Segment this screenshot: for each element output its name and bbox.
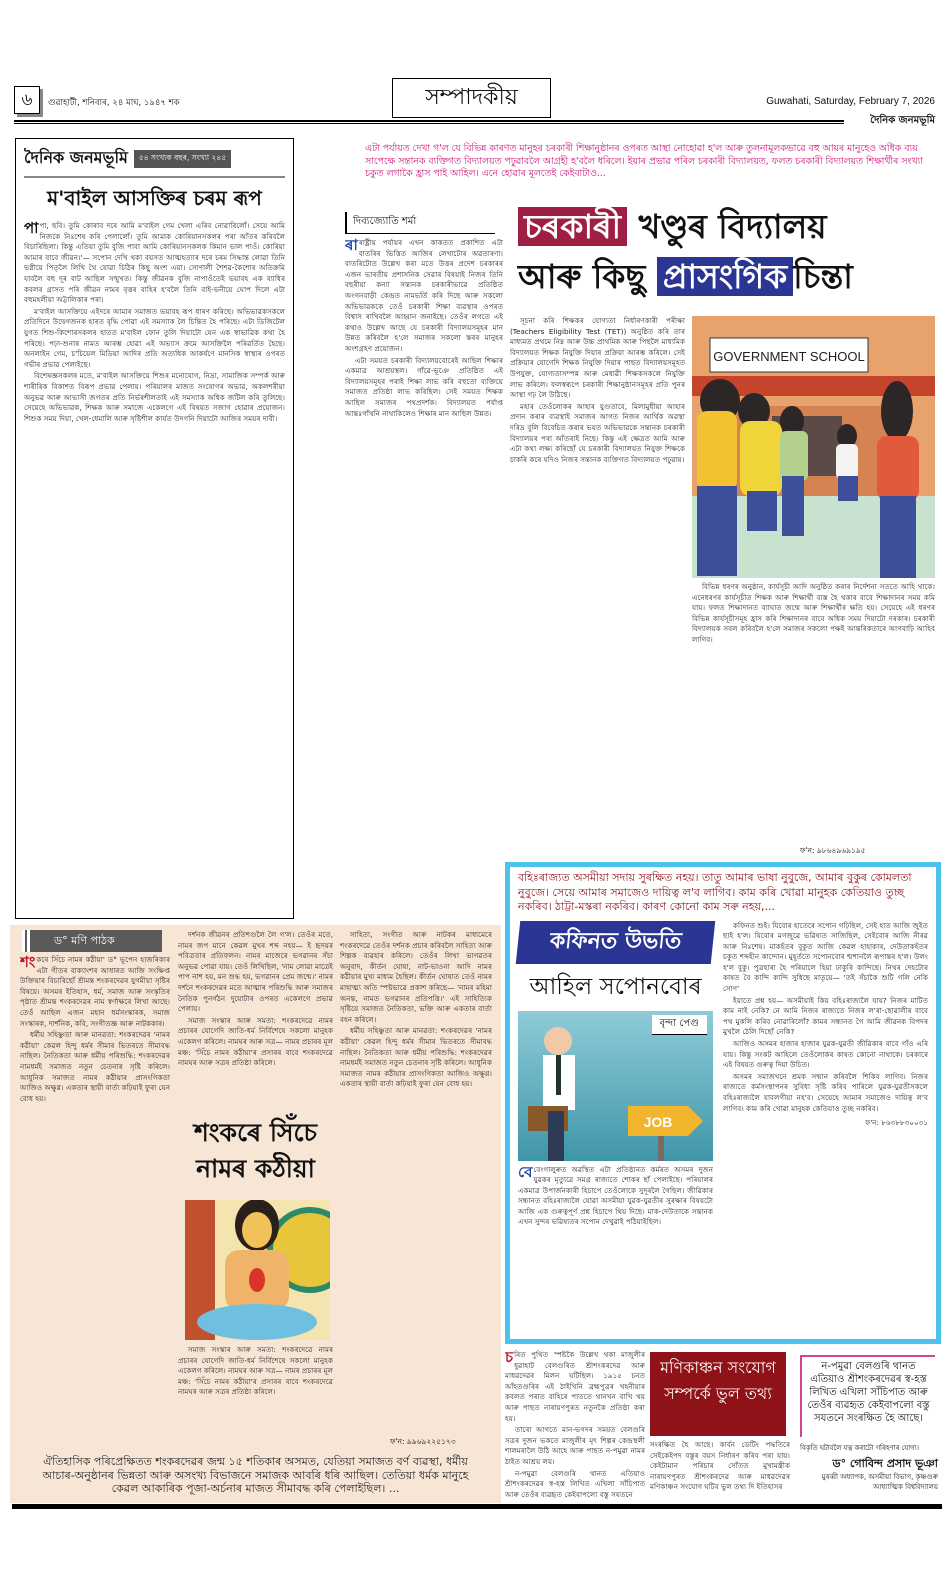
footer-rule <box>12 1504 942 1509</box>
migrant-headline-2: আহিল সপোনবোৰ <box>529 973 702 1000</box>
sankar-body-col2-top: দৰ্শনক জীৱনৰ প্ৰতিশগুলৈ লৈ গ'ল। তেওঁৰ মতে, নামৰ জপ মানে কেৱল মুখৰ শব্দ নহয়— ই হৃদয়ৰ পবিত্ৰতাৰ প্ৰতিফলন। নামৰ মাজেৰে ভগৱানৰ সঁচা অনুভৱ পোৱা যায়। তেওঁ লিখিছিল, 'নাম লোৱা মাত্ৰেই পাপ নাশ হয়, মন শুদ্ধ হয়, ভগৱানৰ প্ৰেম জন্মে।' নামৰ দৰ্শনে শংকৰদেৱৰ মতে আত্মাৰ পৰিশুদ্ধি আৰু সমাজৰ নৈতিক পুনৰ্গঠন দুয়োটাৰ ওপৰত একেলগে প্ৰভাৱ পেলায়। সমাজ সংস্কাৰ আৰু সমতা: শংকৰদেৱে নামৰ প্ৰচাৰৰ যোগেদি জাতি-ধৰ্ম নিৰ্বিশেষে সকলো মানুহক একেলগ কৰিলে। নামঘৰ আৰু সত্ৰ— নামৰ প্ৰচাৰৰ মূল মঞ্চ: 'সিঁচে নামৰ কঠীয়া'ৰ প্ৰসাৰৰ বাবে শংকৰদেৱে নামঘৰ আৰু সত্ৰৰ প্ৰতিষ্ঠা কৰিলে। <box>178 930 333 1068</box>
migrant-author: বৃন্দা পেগু <box>652 1015 707 1035</box>
manikanchan-headline: মণিকাঞ্চন সংযোগ সম্পৰ্কে ভুল তথ্য <box>650 1352 786 1436</box>
paper-name: দৈনিক জনমভূমি <box>870 115 935 126</box>
sankar-bottom-quote: ঐতিহাসিক পৰিপ্ৰেক্ষিতত শংকৰদেৱৰ জন্ম ১৫ শতিকাৰ অসমত, যেতিয়া সমাজত বৰ্ণ ব্যৱস্থা, ধৰ্মীয় আচাৰ-অনুষ্ঠানৰ ভিন্নতা আৰু অসংখ্য বিভাজনে সমাজক আবৰি ধৰি আছিল। তেতিয়া ধৰ্মক মানুহে কেৱল আকাৰিক পূজা-অৰ্চনাৰ মাজত সীমাবদ্ধ কৰি পেলাইছিল। ... <box>42 1455 469 1495</box>
editorial-body: পাপা, ছবি। তুমি কোৰাব দৰে আমি ম'বাইল গেম খেলা এৰিব নোৱাৰিলোঁ। সেয়ে আমি নিজকে নিঃশেষ কৰি পেলালোঁ। তুমি আমাক কোৰিয়ানসকলৰ পৰা আঁতৰ কৰিবলৈ বিচাৰিছিলা। কিন্তু এতিয়া তুমি বুজি পাবা আমি কোৰিয়ানসকলক কিমান ভাল পাওঁ। কোৰিয়া আমাৰ বাবে জীৱন।'— সপোন দেখি থকা বয়সত আত্মহত্যাৰ দৰে চৰম সিদ্ধান্ত লোৱা তিনি ভগ্নীয়ে পিতৃলৈ লিখি থৈ যোৱা চিঠিৰ কিছু অংশ এয়া। সোণালী শৈশৱ-কৈশোৰ অতিক্ৰমি যাবলৈ বহু দূৰ বাট আছিল সন্মুখত। কিন্তু জীৱনক বুজি নাপাওঁতেই ভয়াবহ এক ব্যাধিৰ কবলৰ গ্ৰাসত পৰি জীৱন নামৰ বৃত্তৰ বাহিৰ হ'বলৈ তিনি বাই-ভনীয়ে ঘোপ দিলে এটা বহুমহলীয়া অট্টালিকাৰ পৰা। ম'বাইল আসক্তিয়ে এইদৰে আমাৰ সমাজত ভয়াবহ ৰূপ ধাৰণ কৰিছে। অভিভাৱকসকলে প্ৰতিদিনে উদ্বেগজনক হাৰত বৃদ্ধি পোৱা এই সমস্যাক লৈ চিন্তিত হৈ পৰিছে। এটা ডিজিটেল যুগত শিশু-কিশোৰসকলৰ হাতত ম'বাইল ফোন তুলি দিয়াটো যেন এক স্বাভাৱিক কথা হৈ পৰিছে। পঢ়া-শুনাৰ নামত আৰম্ভ হোৱা এই অভ্যাস ক্ৰমে আসক্তিলৈ পৰিৱৰ্তিত হৈছে। অনলাইন গেম, চ'চিয়েল মিডিয়া আদিৰ প্ৰতি অত্যধিক আকৰ্ষণে মানসিক স্বাস্থ্যৰ ওপৰত গভীৰ প্ৰভাৱ পেলাইছে। বিশেষজ্ঞসকলৰ মতে, ম'বাইল আসক্তিয়ে শিশুৰ মনোযোগ, নিদ্ৰা, সামাজিক সম্পৰ্ক আৰু শাৰীৰিক বিকাশত বিৰূপ প্ৰভাৱ পেলায়। পৰিয়ালৰ মাজত সংযোগৰ অভাৱ, অকলশৰীয়া অনুভৱ আৰু আভাসী জগতৰ প্ৰতি নিৰ্ভৰশীলতাই এই সমস্যাক অধিক জটিল কৰি তুলিছে। সেয়েহে অভিভাৱক, শিক্ষক আৰু সমাজে একেলগে এই বিষয়ত সজাগ হোৱাৰ প্ৰয়োজন। শিশুক সময় দিয়া, খেল-ধেমালি আৰু সৃষ্টিশীল কাৰ্যত উদগনি দিয়াটো আজিৰ সময়ৰ দাবী। <box>24 221 285 423</box>
sankar-body-col2-bottom: সমাজ সংস্কাৰ আৰু সমতা: শংকৰদেৱে নামৰ প্ৰচাৰৰ যোগেদি জাতি-ধৰ্ম নিৰ্বিশেষে সকলো মানুহক একেলগ কৰিলে। নামঘৰ আৰু সত্ৰ— নামৰ প্ৰচাৰৰ মূল মঞ্চ: 'সিঁচে নামৰ কঠীয়া'ৰ প্ৰসাৰৰ বাবে শংকৰদেৱে নামঘৰ আৰু সত্ৰৰ প্ৰতিষ্ঠা কৰিলে। <box>178 1345 333 1397</box>
school-phone: ফ'ন: ৯৮৬৪৯৬৯১৯৫ <box>800 846 866 855</box>
date-english: Guwahati, Saturday, February 7, 2026 <box>766 96 935 107</box>
editorial-box <box>15 138 294 919</box>
manikanchan-body-col2: সংৰক্ষিত হৈ আছে। কাৰ্বন ডেটিং পদ্ধতিৰে সেইকেইপদ বস্তুৰ বয়স নিৰ্ধাৰণ কৰিব পৰা যায়। কেইটামান পৰিচাৰ সোঁতত মুখামন্ত্ৰীক নাৰায়ণপুৰত শ্ৰীশংকৰদেৱ আৰু মাধৱদেৱৰ মণিকাঞ্চন সংযোগ ঘটিব ভুল তথ্য দি ইতিহাসৰ <box>650 1440 790 1492</box>
volume-badge: ৫৪ সংখ্যক বছৰ, সংখ্যা ২৪৫ <box>134 150 231 168</box>
dropcap: পা <box>24 221 39 237</box>
job-sign: JOB <box>643 1113 673 1130</box>
sankardev-painting <box>185 1200 330 1340</box>
migrant-teaser: বহিঃৰাজ্যত অসমীয়া সদায় সুৰক্ষিত নহয়। তাতু আমাৰ ভাষা নুবুজে, আমাৰ বুকুৰ কোমলতা নুবুজে। সেয়ে আমাৰ সমাজেও দায়িত্ব ল'ব লাগিব। কাম কৰি খোৱা মানুহক কেতিয়াও তুচ্ছ নকৰিব। ঠাট্টা-মস্কৰা নকৰিব। কাৰণ কোনো কাম সৰু নহয়,... <box>518 871 912 913</box>
migrant-phone: ফ'ন: ৮৬৩৮৮৩০০৩১ <box>865 1118 928 1128</box>
manikanchan-pull-quote: ন-পমুৱা বেলগুৰি থানত এতিয়াও শ্ৰীশংকৰদেৱৰ স্ব-হস্ত লিখিত এখিলা সাঁচিপাত আৰু তেওঁৰ ব্যৱহৃত কেইবাপলো বস্তু সযতনে সংৰক্ষিত হৈ আছে। <box>800 1355 935 1437</box>
school-teaser: এটা পৰ্যায়ত দেখা গ'ল যে বিভিন্ন কাৰণত মানুহৰ চৰকাৰী শিক্ষানুষ্ঠানৰ ওপৰত আস্থা নোহোৱা হ'ল আৰু তুলনামূলকভাৱে বহু আয়ৰ মানুহেও অধিক ব্যয় সাপেক্ষে সন্তানক ব্যক্তিগত বিদ্যালয়ত পঢ়ুৱাবলৈ আগ্ৰহী হ'বলৈ ধৰিলে। ইয়াৰ প্ৰভাৱ পৰিল চৰকাৰী বিদ্যালয়ত, ফলত চৰকাৰী বিদ্যালয়ত শিক্ষাৰ্থীৰ সংখ্যা চকুত লগাকৈ হ্ৰাস পাই আহিল। এনে হোৱাৰ মূলতেই কেইবাটাও... <box>365 143 923 179</box>
school-illustration <box>692 316 935 578</box>
headline-highlight-blue: প্ৰাসংগিক <box>657 257 793 296</box>
editorial-masthead: দৈনিক জনমভূমি <box>24 148 128 167</box>
sankar-headline: শংকৰে সিঁচে নামৰ কঠীয়া <box>193 1118 318 1183</box>
manikanchan-body-col1: চৰিত পুথিত স্পষ্টকৈ উল্লেখ থকা মাজুলীৰ ধুৱাহাট বেলগুৰিত শ্ৰীশংকৰদেৱ আৰু মাধৱদেৱৰ মিলন ঘটিছিল। ১৯১৫ চনত আঁহতগুৰিৰ এই ঠাইখিনি ব্ৰহ্মপুত্ৰৰ খহনীয়াৰ কবলত পৰাত বাহিৰে পাততে থানখন বাখি থয় আৰু পাছত নাৰায়ণপুৰত নতুনকৈ প্ৰতিষ্ঠা কৰা হয়। তাৰো আগতে মান-ভগদৰ সময়ত বেলগুৰি সত্ৰৰ দুজন ভকতে মাজুলীৰ মৃৎ শিল্পৰ কেন্দ্ৰস্থলী শালমৰালৈ উঠি আহে আৰু পাছত ন-পমুৱা নামৰ ঠাইত আশ্ৰয় লয়। ন-পমুৱা বেলগুৰি থানত এতিয়াও শ্ৰীশংকৰদেৱৰ স্ব-হস্ত লিখিত এখিলা সাঁচিপাত আৰু তেওঁৰ ব্যৱহৃত কেইবাপলো বস্তু সযতনে <box>505 1350 645 1499</box>
manikanchan-author: ড° গোবিন্দ প্ৰসাদ ভূঞা <box>832 1457 938 1470</box>
school-author: দিব্যজ্যোতি শৰ্মা <box>345 212 495 234</box>
sankar-author: ড° মণি পাঠক <box>22 930 162 952</box>
editorial-headline: ম'বাইল আসক্তিৰ চৰম ৰূপ <box>47 186 262 210</box>
section-title: সম্পাদকীয় <box>392 78 551 118</box>
migrant-headline-1: কফিনত উভতি <box>516 921 716 964</box>
sankar-phone: ফ'ন: ৯৯৬৯২২৫১৭৩ <box>390 1437 456 1446</box>
government-school-sign: GOVERNMENT SCHOOL <box>713 349 865 364</box>
migrant-article-box <box>505 862 941 1344</box>
page-number: ৬ <box>14 86 40 114</box>
manikanchan-closing: বিকৃতি ঘটাবলৈ যত্ন কৰাটো গৰিহণাৰ যোগ্য। <box>800 1444 919 1452</box>
school-body-col1: ৰাৰাষ্ট্ৰীয় পৰ্যায়ৰ এখন কাকতত প্ৰকাশিত এটা বাতৰিৰ ভিত্তিত আজিৰ লেখাটোৰ অৱতাৰণা। বাতৰিটোত উল্লেখ কৰা মতে উত্তৰ প্ৰদেশ চৰকাৰৰ এজন ভাৰতীয় প্ৰশাসনিক সেৱাৰ বিষয়াই নিজৰ তিনি বছৰীয়া কন্যা সন্তানক চৰকাৰীভাৱে প্ৰতিষ্ঠিত অংগনবাড়ী কেন্দ্ৰত নামভৰ্তি কৰি দিছে আৰু সকলো অভিভাৱককে তেওঁ চৰকাৰী শিক্ষা ব্যৱস্থাৰ ওপৰত বিশ্বাস ৰাখিবলৈ আহ্বান জনাইছে। তেওঁৰ লগতে এই কথাও উল্লেখ আছে যে চৰকাৰী বিদ্যালয়সমূহৰ মান উন্নত কৰিবলৈ হ'লে সমাজৰ সকলো স্তৰৰ মানুহৰ অংশগ্ৰহণ প্ৰয়োজন। এটা সময়ত চৰকাৰী বিদ্যালয়বোৰেই আছিল শিক্ষাৰ একমাত্ৰ আশ্ৰয়স্থল। গাঁৱে-ভূঞে প্ৰতিষ্ঠিত এই বিদ্যালয়সমূহৰ পৰাই শিক্ষা লাভ কৰি বহুতো ব্যক্তিয়ে সমাজত প্ৰতিষ্ঠা লাভ কৰিছিল। সেই সময়ত শিক্ষক আছিল সমাজৰ পথপ্ৰদৰ্শক। বিদ্যালয়ত পৰ্যাপ্ত আন্তঃগাঁথনি নাথাকিলেও শিক্ষাৰ মান আছিল উন্নত। <box>345 238 503 418</box>
sankar-body-col1: শংকৰে সিঁচে নামৰ কঠীয়া' ড° ভূপেন হাজৰিকাৰ এটা গীতৰ বাক্যাংশৰ আধাৰত আজি সংক্ষিপ্ত উক্তিয়াৰ বিচাৰিছোঁ শ্ৰীমন্ত শংকৰদেৱৰ যুগমীয়া সৃষ্টিৰ বিষয়ে। অসমৰ ইতিহাস, ধৰ্ম, সমাজ আৰু সংস্কৃতিৰ পৃষ্ঠাত শ্ৰীমন্ত শংকৰদেৱৰ নাম স্বৰ্ণাক্ষৰে লিখা আছে। তেওঁ আছিল এজন মহান ধৰ্মসংস্কাৰক, সমাজ সংস্কাৰক, দাৰ্শনিক, কবি, সংগীতজ্ঞ আৰু নাটককাৰ। ধৰ্মীয় সহিষ্ণুতা আৰু মানৱতা: শংকৰদেৱৰ 'নামৰ কঠীয়া' কেৱল হিন্দু ধৰ্মৰ সীমাৰ ভিতৰতে সীমাবদ্ধ নাছিল। নৈতিকতা আৰু ধৰ্মীয় পৰিশুদ্ধি: শংকৰদেৱৰ নামধৰ্মই সমাজত নতুন চেতনাৰ সৃষ্টি কৰিলে। আধুনিক সমাজত নামৰ কঠীয়াৰ প্ৰাসংগিকতা আজিও অক্ষুণ্ণ। একতাৰ স্থায়ী বাৰ্তা কঢ়িয়াই ফুৰা যেন বোধ হয়। <box>20 955 170 1103</box>
migrant-illustration <box>518 1011 713 1161</box>
school-headline: চৰকাৰী খণ্ডুৰ বিদ্যালয় আৰু কিছু প্ৰাসংগিক চিন্তা <box>518 207 853 296</box>
headline-highlight-maroon: চৰকাৰী <box>518 207 627 246</box>
header-rule <box>14 120 844 124</box>
migrant-body-left: বেবেংগালুৰুত অৱস্থিত এটা প্ৰতিষ্ঠানত কৰ্মৰত অসমৰ দুজন যুৱকৰ মৃত্যুৱে সমগ্ৰ ৰাজ্যতে শোকৰ ছাঁ পেলাইছে। পৰিয়ালৰ একমাত্ৰ উপাৰ্জনকাৰী হিচাপে তেওঁলোকে সুদূৰলৈ গৈছিল। জীৱিকাৰ সন্ধানত বহিঃৰাজ্যলৈ যোৱা অসমীয়া যুৱক-যুৱতীৰ সুৰক্ষাৰ বিষয়টো আজি এক গুৰুত্বপূৰ্ণ প্ৰশ্ন হিচাপে থিয় দিছে। মাক-দেউতাকে সন্তানক এখন সুন্দৰ ভৱিষ্যতৰ সপোন দেখুৱাই পঠিয়াইছিল। <box>518 1164 713 1227</box>
date-assamese: গুৱাহাটী, শনিবাৰ, ২৪ মাঘ, ১৯৪৭ শক <box>48 98 180 108</box>
sankar-article-box <box>10 925 501 1503</box>
school-body-col2: সূচনা কৰি শিক্ষকৰ যোগ্যতা নিৰ্ধাৰণকাৰী পৰীক্ষা (Teachers Eligibility Test (TET)) অনুষ্ঠিত কৰি তাৰ মাধ্যমত প্ৰথমে নিম্ন আৰু উচ্চ প্ৰাথমিক আৰু পিছলৈ মাধ্যমিক বিদ্যালয়ত শিক্ষক নিযুক্তি দিয়াৰ প্ৰক্ৰিয়া আৰম্ভ কৰিলে। সেই প্ৰক্ৰিয়াৰ যোগেদি শিক্ষক নিযুক্তি দিয়াৰ পাছত বিদ্যালয়সমূহত উপযুক্ত, যোগ্যতাসম্পন্ন আৰু মেধাৱী শিক্ষকসকলে নিযুক্তি লাভ কৰিলে। ফলস্বৰূপে চৰকাৰী শিক্ষানুষ্ঠানসমূহৰ প্ৰতি পুনৰ আস্থা গঢ় লৈ উঠিছে। মহাৰ তেওঁলোকৰ আহাৰ যুগুতাবে, মিলামুধীয়া আহাৰ প্ৰদান কৰাৰ ব্যৱস্থাই সমাজৰ আগত নিজৰ আৰ্থিক অৱস্থা দৰিদ্ৰ বুলি বিবেচিত কৰাৰ ভয়ত অভিভাৱকে সন্তানক চৰকাৰী বিদ্যালয়ৰ পৰা আঁতৰাই নিছে। কিন্তু এই ক্ষেত্ৰত আমি আৰু এটা কথা লক্ষ্য কৰিছোঁ যে চৰকাৰী বিদ্যালয়ত নিযুক্ত শিক্ষকে চাকৰি কৰে যদিও নিজৰ সন্তানক ব্যক্তিগত বিদ্যালয়ত পঢ়ুৱায়। <box>510 316 685 464</box>
migrant-body-right: কফিনত শুই। যিবোৰ হাতেৰে সপোন গঢ়িছিল, সেই হাত আজি জুইত ছাই হ'ল। যিবোৰ মগজুৱে ভৱিষ্যত সাজিছিল, সেইবোৰ আজি নীৰৱ আৰু নিঃশেষ। মাকহঁতৰ বুকুত আজি কেৱল হাহাকাৰ, দেউতাকহঁতৰ চকুত শব্দহীন কান্দোন। মুহূৰ্ততে সপোনবোৰ শ্মশানলৈ ৰূপান্তৰ হ'ল। উলং হ'ল বুকু। পুত্ৰহাৰা হৈ পৰিয়ালে হিয়া ঢাকুৰি কান্দিছে। নিথৰ দেহটোৰ কাষত বৈ কান্দি কান্দি সুধিছে মাতৃয়ে— 'তই সঁচাকৈ শুটি গলি নেকি সোণ' ইয়াতে প্ৰশ্ন হয়— অসমীয়াই কিয় বহিঃৰাজ্যলৈ যায়? নিজৰ মাটিত কাম নাই নেকি? নে আমি নিজৰ ৰাজ্যতে নিজৰ ল'ৰা-ছোৱালীৰ বাবে পথ মুকলি কৰিব নোৱাৰিলোঁ? কামৰ সন্ধানত গৈ আমি জীৱনক বিপদৰ মুখলৈ ঠেলি দিছোঁ নেকি? আজিও অসমৰ হাজাৰ হাজাৰ যুৱক-যুৱতী জীৱিকাৰ বাবে গাঁও এৰি যায়। কিন্তু সংকট আহিলে তেওঁলোকৰ কাষত কোনো নাথাকে। চৰকাৰে এই বিষয়ত গুৰুত্ব দিয়া উচিত। অসমৰ সমাজখনে শ্ৰমক সন্মান কৰিবলৈ শিকিব লাগিব। নিজৰ ৰাজ্যতে কৰ্মসংস্থাপনৰ সুবিধা সৃষ্টি কৰিব পাৰিলে যুৱক-যুৱতীসকলে বহিঃৰাজ্যলৈ যাবলগীয়া নহ'ব। সেয়েহে আমাৰ সমাজেও দায়িত্ব ল'ব লাগিব। কাম কৰি খোৱা মানুহক কেতিয়াও তুচ্ছ নকৰিব। ফ'ন: ৮৬৩৮৮৩০০৩১ <box>723 920 928 1128</box>
manikanchan-author-title: মুৰব্বী অধ্যাপক, অসমীয়া বিভাগ, কৃষ্ণগুৰু আধ্যাত্মিক বিশ্ববিদ্যালয় <box>821 1473 938 1491</box>
school-body-col3: বিভিন্ন ধৰণৰ অনুষ্ঠান, কাৰ্যসূচী আদি অনুষ্ঠিত কৰাৰ নিৰ্দেশনা সততে আহি থাকে। এনেধৰণৰ কাৰ্যসূচীত শিক্ষক আৰু শিক্ষাৰ্থী ব্যস্ত হৈ থকাৰ বাবে শিক্ষাদানৰ সময় কমি যায়। ফলত শিক্ষাদানত ব্যাঘাত জন্মে আৰু শিক্ষাৰ্থীৰ ক্ষতি হয়। সেয়েহে এই ধৰণৰ বিভিন্ন কাৰ্যসূচীসমূহ হ্ৰাস কৰি শিক্ষাদানৰ বাবে অধিক সময় দিয়াটো দৰকাৰ। চৰকাৰী বিদ্যালয়ক সবল কৰিবলৈ হ'লে সমাজৰ সকলো পক্ষই আন্তৰিকতাৰে আগবাঢ়ি আহিব লাগিব। <box>692 582 935 644</box>
sankar-body-col3: সাহিত্য, সংগীত আৰু নাটকৰ মাধ্যমেৰে শংকৰদেৱে তেওঁৰ দৰ্শনক প্ৰচাৰ কৰিবলৈ সাহিত্য আৰু শিল্পক ব্যৱহাৰ কৰিলে। তেওঁৰ লিখা ভাগৱতৰ অনুবাদ, কীৰ্তন ঘোষা, নাট-ভাওনা আদি নামৰ কঠীয়াৰ মুখ্য মাধ্যম হৈছিল। কীৰ্তন ঘোষাত তেওঁ নামৰ মাহাত্ম্য অতি স্পষ্টভাৱে প্ৰকাশ কৰিছে— 'নামৰ মহিমা অনন্ত, নামত ভগৱানৰ প্ৰতিপত্তি।' এই সাহিত্যিক সৃষ্টিয়ে সমাজত নৈতিকতা, ভক্তি আৰু একতাৰ বাৰ্তা বহন কৰিলে। ধৰ্মীয় সহিষ্ণুতা আৰু মানৱতা: শংকৰদেৱৰ 'নামৰ কঠীয়া' কেৱল হিন্দু ধৰ্মৰ সীমাৰ ভিতৰতে সীমাবদ্ধ নাছিল। নৈতিকতা আৰু ধৰ্মীয় পৰিশুদ্ধি: শংকৰদেৱৰ নামধৰ্মই সমাজত নতুন চেতনাৰ সৃষ্টি কৰিলে। আধুনিক সমাজত নামৰ কঠীয়াৰ প্ৰাসংগিকতা আজিও অক্ষুণ্ণ। একতাৰ স্থায়ী বাৰ্তা কঢ়িয়াই ফুৰা যেন বোধ হয়। <box>340 930 492 1089</box>
